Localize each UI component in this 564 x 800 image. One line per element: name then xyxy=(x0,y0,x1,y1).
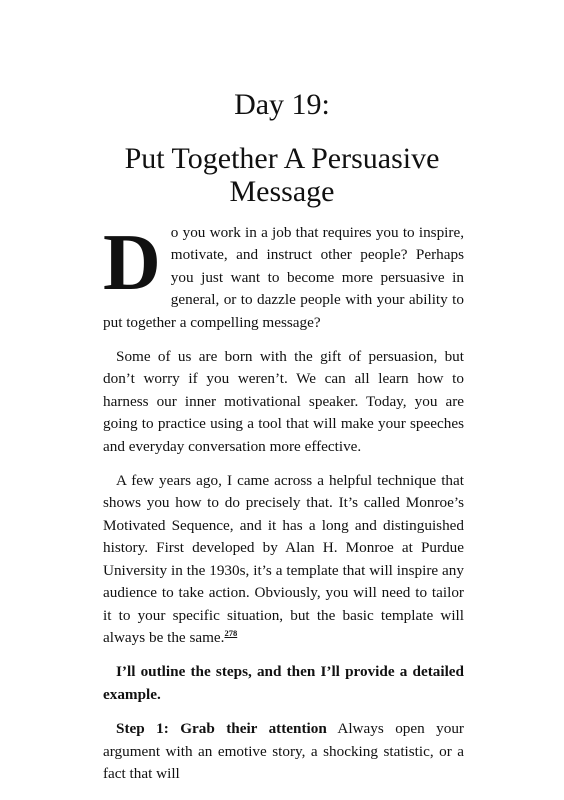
step-1-label: Step 1: Grab their attention xyxy=(116,720,327,738)
footnote-link[interactable]: 278 xyxy=(224,627,238,638)
paragraph-step-1 xyxy=(103,718,464,785)
paragraph-intro-text: o you work in a job that requires you to inspire, motivate, and instruct other people? Perhaps you just want to become more persuasive in general, or to dazzle people with your ability to put together a compelling message? xyxy=(103,224,464,331)
chapter-title: Put Together A Persuasive Message xyxy=(124,142,440,208)
paragraph-outline: I’ll outline the steps, and then I’ll provide a detailed example. xyxy=(103,663,464,703)
paragraph-monroe xyxy=(103,470,464,649)
step-1-text: Always open your argument with an emotive story, a shocking statistic, or a fact that will xyxy=(103,720,464,782)
paragraph-intro xyxy=(103,219,464,334)
drop-cap: D xyxy=(103,219,161,307)
paragraph-monroe-text: A few years ago, I came across a helpful technique that shows you how to do precisely that. It’s called Monroe’s Motivated Sequence, and it has a long and distinguished history. First developed by Alan H. Monroe at Purdue University in the 1930s, it’s a template that will inspire any audience to take action. Obviously, you will need to tailor it to your specific situation, but the basic template will always be the same. xyxy=(103,472,464,646)
paragraph-persuasion: Some of us are born with the gift of persuasion, but don’t worry if you weren’t. We can all learn how to harness our inner motivational speaker. Today, you are going to practice using a tool that will make your speeches and everyday conversation more effective. xyxy=(103,348,464,455)
chapter-body xyxy=(103,219,464,797)
chapter-number: Day 19: xyxy=(234,88,330,121)
